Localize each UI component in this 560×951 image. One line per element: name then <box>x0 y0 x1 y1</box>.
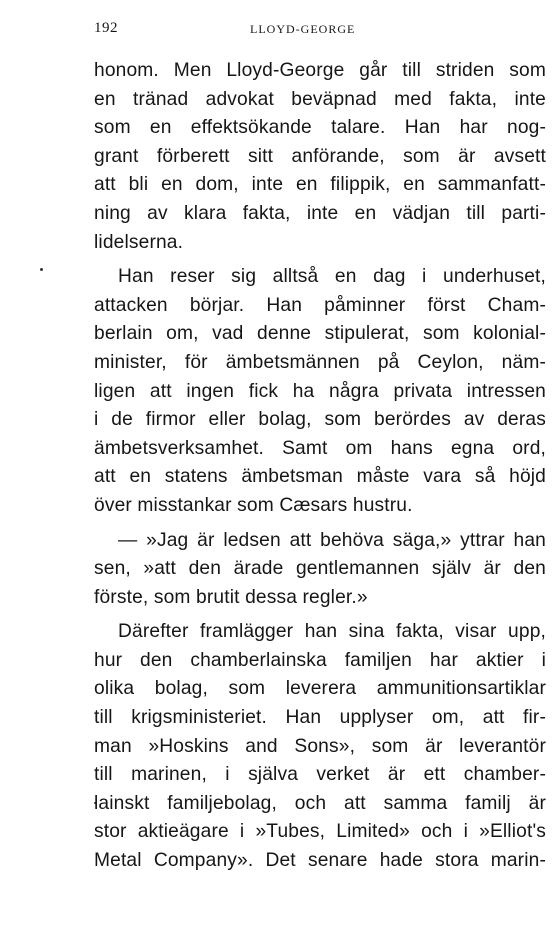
text-line: olika bolag, som leverera ammunitionsartiklar <box>94 678 546 700</box>
paragraph <box>94 57 546 257</box>
paragraph <box>94 527 546 613</box>
text-line: man »Hoskins and Sons», som är leverantör <box>94 735 546 757</box>
text-line: till marinen, i själva verket är ett chamber- <box>94 764 546 786</box>
running-header <box>94 20 546 40</box>
text-line: minister, för ämbetsmännen på Ceylon, näm- <box>94 351 546 373</box>
text-line: grant förberett sitt anförande, som är avsett <box>94 145 546 167</box>
text-line: attacken börjar. Han påminner först Cham- <box>94 294 546 316</box>
text-line: honom. Men Lloyd-George går till striden som <box>94 60 546 81</box>
text-line: Han reser sig alltså en dag i underhuset, <box>118 266 546 288</box>
text-line: lainskt familjebolag, och att samma familj är <box>94 792 546 814</box>
print-speck <box>40 268 43 271</box>
text-line: som en effektsökande talare. Han har nog- <box>94 117 546 139</box>
running-title: LLOYD-GEORGE <box>250 22 356 36</box>
text-line: förste, som brutit dessa regler.» <box>94 586 368 608</box>
text-line: ligen att ingen fick ha några privata intressen <box>94 380 546 402</box>
text-line: sen, »att den ärade gentlemannen själv är den <box>94 558 546 580</box>
page-number: 192 <box>94 20 118 36</box>
text-line: ämbetsverksamhet. Samt om hans egna ord, <box>94 437 546 459</box>
text-line: berlain om, vad denne stipulerat, som kolonial- <box>94 323 546 345</box>
body-text <box>94 57 546 882</box>
text-line: i de firmor eller bolag, som berördes av deras <box>94 409 546 431</box>
text-line: att en statens ämbetsman måste vara så höjd <box>94 466 546 488</box>
text-line: att bli en dom, inte en filippik, en sammanfatt- <box>94 174 546 196</box>
text-line: — »Jag är ledsen att behöva säga,» yttrar han <box>118 529 546 551</box>
text-line: ning av klara fakta, inte en vädjan till parti- <box>94 202 546 224</box>
paragraph <box>94 263 546 520</box>
text-line: till krigsministeriet. Han upplyser om, att fir- <box>94 707 546 729</box>
text-line: en tränad advokat beväpnad med fakta, inte <box>94 88 546 110</box>
text-line: hur den chamberlainska familjen har aktier i <box>94 649 546 671</box>
paragraph <box>94 618 546 875</box>
text-line: stor aktieägare i »Tubes, Limited» och i »Elliot's <box>94 821 546 843</box>
text-line: lidelserna. <box>94 231 184 253</box>
text-line: över misstankar som Cæsars hustru. <box>94 494 413 516</box>
text-line: Därefter framlägger han sina fakta, visar upp, <box>118 621 546 643</box>
text-line: Metal Company». Det senare hade stora marin- <box>94 850 546 872</box>
